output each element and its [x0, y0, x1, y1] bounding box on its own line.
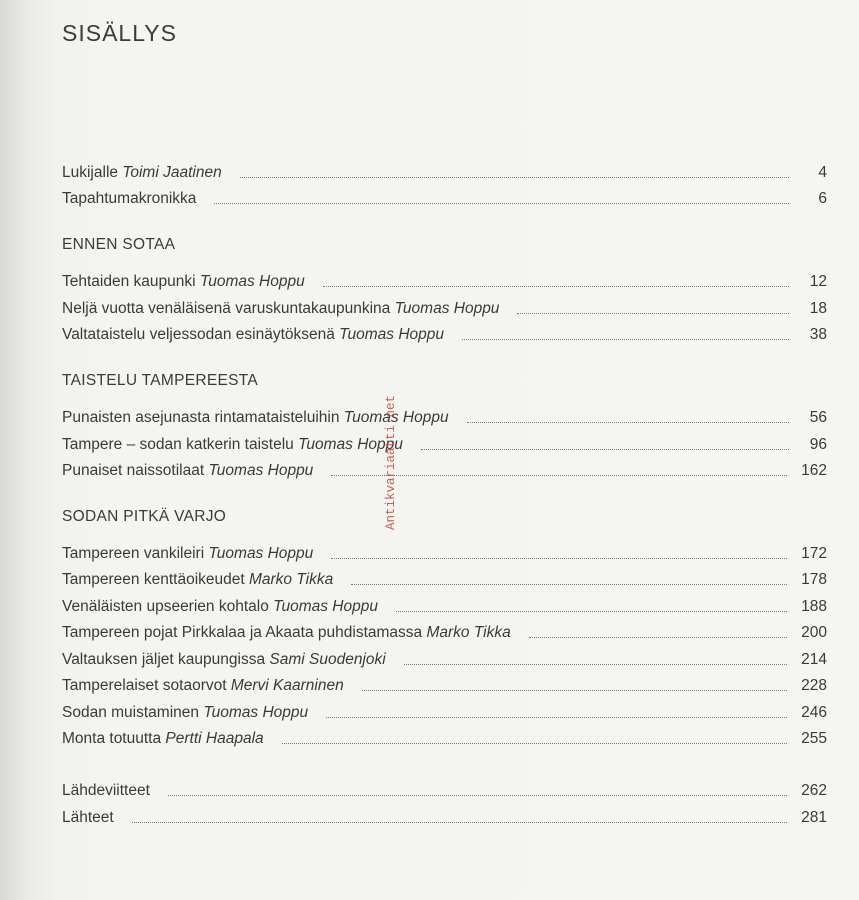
dot-leader: [517, 313, 789, 314]
toc-entry-author: Mervi Kaarninen: [230, 677, 344, 694]
dot-leader: [282, 743, 787, 744]
toc-entry-page: 18: [809, 300, 827, 317]
toc-entry-page: 172: [801, 545, 827, 562]
toc-entry-author: Marko Tikka: [426, 624, 511, 641]
toc-entry: [62, 541, 827, 563]
dot-leader: [168, 795, 787, 796]
toc-entry: [62, 700, 827, 722]
dot-leader: [421, 449, 789, 450]
toc-entry-page: 214: [801, 651, 827, 668]
toc-entry-page: 200: [801, 624, 827, 641]
toc-entry-author: Tuomas Hoppu: [203, 704, 309, 721]
dot-leader: [132, 822, 787, 823]
toc-entry-label: Tampere – sodan katkerin taistelu Tuomas Hoppu: [62, 436, 403, 453]
toc-entry-author: Tuomas Hoppu: [199, 273, 305, 290]
toc-entry-author: Toimi Jaatinen: [122, 164, 222, 181]
toc-entry-label: Tapahtumakronikka: [62, 190, 197, 207]
toc-entry-page: 188: [801, 598, 827, 615]
toc-entry-label: Tehtaiden kaupunki Tuomas Hoppu: [62, 273, 305, 290]
toc-entry-author: Tuomas Hoppu: [208, 545, 314, 562]
toc-entry-page: 96: [809, 436, 827, 453]
toc-entry: [62, 186, 827, 208]
toc-entry-page: 6: [818, 190, 827, 207]
toc-entry-page: 262: [801, 782, 827, 799]
toc-entry-label: Valtataistelu veljessodan esinäytöksenä Tuomas Hoppu: [62, 326, 444, 343]
page-title: SISÄLLYS: [62, 20, 177, 46]
toc-entry-page: 162: [801, 462, 827, 479]
toc-entry-label: Punaiset naissotilaat Tuomas Hoppu: [62, 462, 314, 479]
toc-entry-label: Lukijalle Toimi Jaatinen: [62, 164, 222, 181]
toc-entry-page: 12: [809, 273, 827, 290]
dot-leader: [529, 637, 787, 638]
section-heading: TAISTELU TAMPEREESTA: [62, 372, 259, 389]
toc-entry: [62, 458, 827, 480]
dot-leader: [467, 422, 789, 423]
toc-entry-author: Tuomas Hoppu: [394, 300, 500, 317]
toc-entry-page: 281: [801, 809, 827, 826]
dot-leader: [351, 584, 787, 585]
toc-entry-author: Tuomas Hoppu: [298, 436, 403, 453]
toc-entry: [62, 673, 827, 695]
toc-entry-label: Punaisten asejunasta rintamataisteluihin Tuomas Hoppu: [62, 409, 449, 426]
toc-entry-page: 228: [801, 677, 827, 694]
toc-entry: [62, 647, 827, 669]
toc-entry-author: Tuomas Hoppu: [273, 598, 378, 615]
toc-entry-author: Marko Tikka: [248, 571, 334, 588]
toc-entry: [62, 432, 827, 454]
toc-entry-author: Tuomas Hoppu: [343, 409, 449, 426]
dot-leader: [462, 339, 789, 340]
toc-entry: [62, 160, 827, 182]
toc-entry-page: 56: [809, 409, 827, 426]
toc-entry: [62, 594, 827, 616]
toc-entry-page: 178: [801, 571, 827, 588]
toc-entry: [62, 567, 827, 589]
section-heading: SODAN PITKÄ VARJO: [62, 508, 227, 525]
toc-entry-label: Lähteet: [62, 809, 114, 826]
toc-entry-page: 4: [818, 164, 827, 181]
section-heading: ENNEN SOTAA: [62, 236, 176, 253]
toc-entry: [62, 296, 827, 318]
toc-entry-page: 246: [801, 704, 827, 721]
dot-leader: [396, 611, 787, 612]
toc-entry-label: Venäläisten upseerien kohtalo Tuomas Hoppu: [62, 598, 378, 615]
toc-entry-label: Tampereen pojat Pirkkalaa ja Akaata puhdistamassa Marko Tikka: [62, 624, 511, 641]
toc-entry: [62, 620, 827, 642]
dot-leader: [214, 203, 789, 204]
toc-entry-author: Sami Suodenjoki: [269, 651, 386, 668]
toc-entry-label: Monta totuutta Pertti Haapala: [62, 730, 264, 747]
toc-entry-author: Tuomas Hoppu: [339, 326, 444, 343]
dot-leader: [362, 690, 787, 691]
dot-leader: [240, 177, 789, 178]
toc-entry: [62, 805, 827, 827]
toc-entry-label: Tampereen kenttäoikeudet Marko Tikka: [62, 571, 334, 588]
toc-entry-page: 255: [801, 730, 827, 747]
dot-leader: [323, 286, 789, 287]
dot-leader: [331, 475, 787, 476]
toc-entry-label: Valtauksen jäljet kaupungissa Sami Suodenjoki: [62, 651, 386, 668]
toc-entry: [62, 322, 827, 344]
toc-entry-label: Tampereen vankileiri Tuomas Hoppu: [62, 545, 314, 562]
toc-entry-label: Neljä vuotta venäläisenä varuskuntakaupunkina Tuomas Hoppu: [62, 300, 500, 317]
toc-entry-label: Lähdeviitteet: [62, 782, 150, 799]
toc-entry: [62, 269, 827, 291]
dot-leader: [331, 558, 787, 559]
toc-entry: [62, 778, 827, 800]
toc-entry: [62, 405, 827, 427]
watermark-text: Antikvariaatti.net: [384, 394, 398, 530]
toc-entry-author: Pertti Haapala: [165, 730, 264, 747]
toc-entry-author: Tuomas Hoppu: [208, 462, 314, 479]
toc-entry-label: Sodan muistaminen Tuomas Hoppu: [62, 704, 309, 721]
toc-entry-label: Tamperelaiset sotaorvot Mervi Kaarninen: [62, 677, 344, 694]
dot-leader: [326, 717, 787, 718]
toc-entry-page: 38: [809, 326, 827, 343]
toc-entry: [62, 726, 827, 748]
dot-leader: [404, 664, 787, 665]
